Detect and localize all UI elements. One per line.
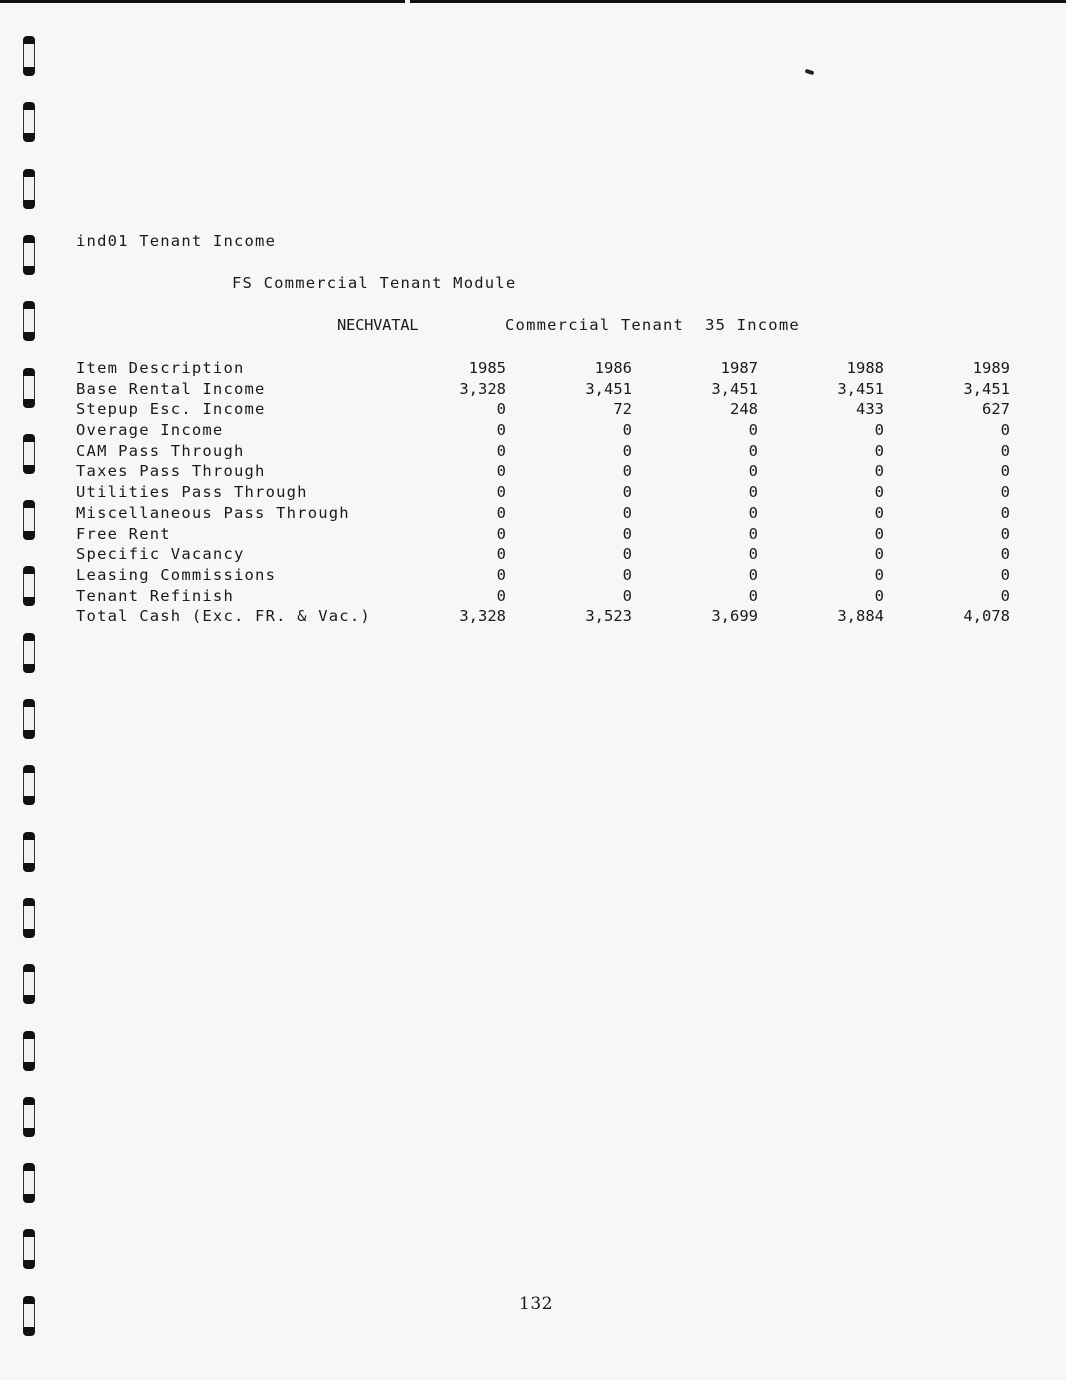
row-value: 3,523 (585, 607, 632, 626)
row-value: 0 (622, 441, 632, 460)
row-value: 0 (874, 586, 884, 605)
binding-hole (22, 1031, 36, 1071)
tenant-name: NECHVATAL (337, 316, 419, 334)
row-value: 0 (496, 503, 506, 522)
binding-hole (22, 434, 36, 474)
row-value: 0 (496, 483, 506, 502)
row-value: 0 (622, 545, 632, 564)
row-value: 0 (1000, 586, 1010, 605)
row-value: 0 (622, 586, 632, 605)
table-row (76, 524, 1016, 545)
row-label: Stepup Esc. Income (76, 400, 266, 419)
header-year: 1986 (594, 359, 632, 377)
binding-hole (22, 500, 36, 540)
row-label: Leasing Commissions (76, 565, 277, 584)
row-value: 3,451 (963, 379, 1010, 398)
row-value: 0 (874, 462, 884, 481)
table-row (76, 565, 1016, 586)
table-row (76, 441, 1016, 462)
table-row (76, 544, 1016, 565)
header-item-description: Item Description (76, 359, 245, 377)
row-value: 3,328 (459, 379, 506, 398)
row-label: Base Rental Income (76, 379, 266, 398)
row-value: 4,078 (963, 607, 1010, 626)
binding-hole (22, 102, 36, 142)
row-value: 0 (748, 421, 758, 440)
row-value: 0 (874, 565, 884, 584)
row-value: 0 (622, 503, 632, 522)
row-value: 0 (1000, 421, 1010, 440)
table-row (76, 379, 1016, 400)
table-row (76, 503, 1016, 524)
row-value: 0 (496, 586, 506, 605)
row-value: 0 (496, 565, 506, 584)
binding-hole (22, 1097, 36, 1137)
header-year: 1987 (720, 359, 758, 377)
row-value: 0 (1000, 483, 1010, 502)
row-label: CAM Pass Through (76, 441, 245, 460)
module-title: FS Commercial Tenant Module (232, 274, 517, 292)
table-row (76, 586, 1016, 607)
row-value: 0 (622, 565, 632, 584)
row-value: 0 (748, 441, 758, 460)
top-border-line (0, 0, 1066, 3)
ink-speck (805, 69, 815, 76)
binding-hole (22, 964, 36, 1004)
row-value: 0 (748, 524, 758, 543)
header-year: 1988 (846, 359, 884, 377)
row-value: 0 (496, 441, 506, 460)
header-year: 1985 (468, 359, 506, 377)
row-value: 0 (748, 545, 758, 564)
table-row (76, 399, 1016, 420)
binding-hole (22, 235, 36, 275)
row-label: Tenant Refinish (76, 586, 234, 605)
row-label: Total Cash (Exc. FR. & Vac.) (76, 607, 371, 626)
binding-hole (22, 1229, 36, 1269)
page-number: 132 (519, 1294, 553, 1314)
row-value: 3,451 (837, 379, 884, 398)
header-year: 1989 (972, 359, 1010, 377)
row-value: 248 (730, 400, 758, 419)
row-value: 0 (622, 483, 632, 502)
row-value: 0 (1000, 545, 1010, 564)
row-value: 0 (496, 545, 506, 564)
table-total-row (76, 606, 1016, 627)
table-row (76, 482, 1016, 503)
row-value: 627 (982, 400, 1010, 419)
row-label: Utilities Pass Through (76, 483, 308, 502)
row-value: 0 (1000, 441, 1010, 460)
row-value: 433 (856, 400, 884, 419)
table-header-row (76, 358, 1016, 379)
row-value: 3,699 (711, 607, 758, 626)
row-value: 3,451 (711, 379, 758, 398)
row-label: Specific Vacancy (76, 545, 245, 564)
report-id-line: ind01 Tenant Income (76, 232, 277, 250)
binding-hole (22, 633, 36, 673)
row-label: Overage Income (76, 421, 224, 440)
binding-hole (22, 368, 36, 408)
row-value: 0 (1000, 565, 1010, 584)
report-subtitle: Commercial Tenant 35 Income (505, 316, 800, 334)
binding-hole (22, 699, 36, 739)
row-value: 0 (748, 462, 758, 481)
row-value: 0 (1000, 462, 1010, 481)
row-value: 0 (496, 524, 506, 543)
row-value: 0 (622, 462, 632, 481)
row-value: 0 (496, 462, 506, 481)
binding-holes (22, 36, 38, 1356)
table-row (76, 420, 1016, 441)
binding-hole (22, 301, 36, 341)
binding-hole (22, 566, 36, 606)
row-value: 0 (874, 483, 884, 502)
row-value: 0 (496, 421, 506, 440)
binding-hole (22, 36, 36, 76)
income-table (76, 358, 1016, 627)
table-row (76, 461, 1016, 482)
row-label: Taxes Pass Through (76, 462, 266, 481)
row-label: Miscellaneous Pass Through (76, 503, 350, 522)
row-value: 0 (874, 524, 884, 543)
row-value: 72 (613, 400, 632, 419)
row-label: Free Rent (76, 524, 171, 543)
binding-hole (22, 765, 36, 805)
row-value: 0 (748, 565, 758, 584)
row-value: 0 (622, 524, 632, 543)
row-value: 3,884 (837, 607, 884, 626)
row-value: 0 (748, 483, 758, 502)
row-value: 0 (874, 503, 884, 522)
row-value: 0 (748, 503, 758, 522)
row-value: 0 (496, 400, 506, 419)
binding-hole (22, 832, 36, 872)
row-value: 3,328 (459, 607, 506, 626)
row-value: 3,451 (585, 379, 632, 398)
row-value: 0 (622, 421, 632, 440)
top-border-gap (405, 0, 410, 3)
binding-hole (22, 169, 36, 209)
row-value: 0 (874, 545, 884, 564)
binding-hole (22, 1163, 36, 1203)
row-value: 0 (748, 586, 758, 605)
binding-hole (22, 898, 36, 938)
binding-hole (22, 1296, 36, 1336)
row-value: 0 (1000, 503, 1010, 522)
row-value: 0 (1000, 524, 1010, 543)
row-value: 0 (874, 421, 884, 440)
row-value: 0 (874, 441, 884, 460)
